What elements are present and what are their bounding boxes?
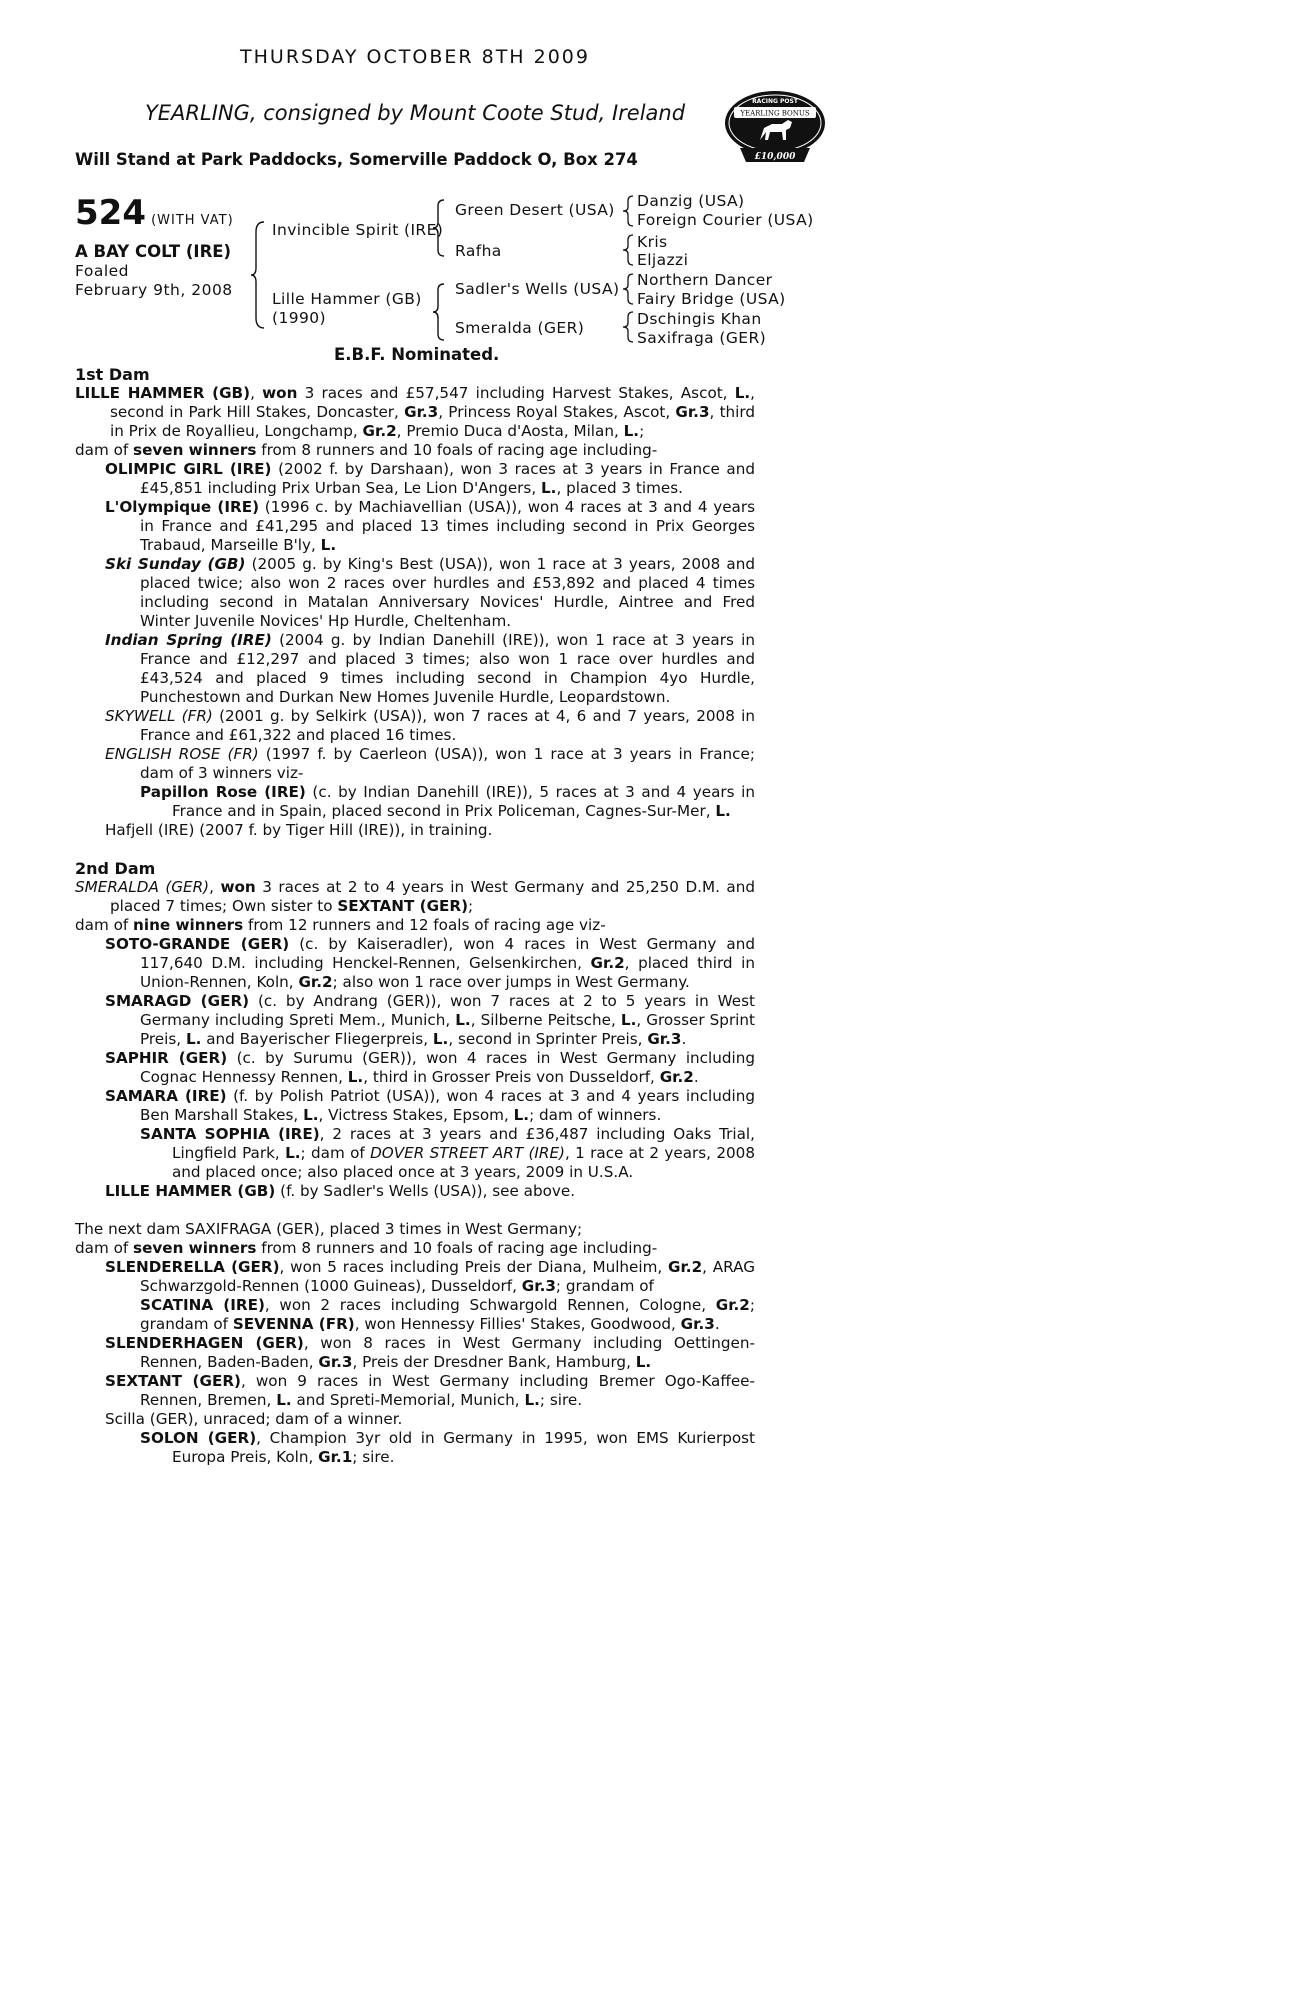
pedigree-dam-year: (1990) <box>272 309 326 327</box>
pedigree-dam: Lille Hammer (GB) <box>272 290 422 308</box>
produce-scilla: Scilla (GER), unraced; dam of a winner. <box>105 1410 403 1428</box>
next-dam-paragraph: The next dam SAXIFRAGA (GER), placed 3 times in West Germany; <box>75 1220 583 1238</box>
pedigree-brace-main <box>250 220 270 330</box>
vat-label: (WITH VAT) <box>151 213 234 228</box>
foaled-label: Foaled <box>75 262 130 280</box>
pedigree-ddd: Saxifraga (GER) <box>637 329 767 347</box>
pedigree-dss: Northern Dancer <box>637 271 773 289</box>
lot-number-block <box>75 193 234 233</box>
pedigree-brace-dd <box>622 310 636 344</box>
next-dam-produce-summary: dam of seven winners from 8 runners and 10 foals of racing age including- <box>75 1239 658 1257</box>
catalogue-text <box>75 365 755 1467</box>
pedigree-brace-ss <box>622 194 636 228</box>
produce-soto-grande: SOTO-GRANDE (GER) (c. by Kaiseradler), won 4 races in West Germany and 117,640 D.M. including Henckel-Rennen, Gelsenkirchen, Gr.2, placed third in Union-Rennen, Koln, Gr.2; also won 1 race over jumps in West Germany. <box>105 935 755 991</box>
produce-sextant: SEXTANT (GER), won 9 races in West Germany including Bremer Ogo-Kaffee-Rennen, Bremen, L. and Spreti-Memorial, Munich, L.; sire. <box>105 1372 755 1409</box>
consignment-line: YEARLING, consigned by Mount Coote Stud, Ireland <box>144 101 686 125</box>
yearling-bonus-badge <box>720 88 830 166</box>
first-dam-produce-summary: dam of seven winners from 8 runners and 10 foals of racing age including- <box>75 441 658 459</box>
foaled-block <box>75 262 233 300</box>
second-dam-paragraph: SMERALDA (GER), won 3 races at 2 to 4 years in West Germany and 25,250 D.M. and placed 7 times; Own sister to SEXTANT (GER); <box>75 878 756 915</box>
produce-saphir: SAPHIR (GER) (c. by Surumu (GER)), won 4 races in West Germany including Cognac Hennessy Rennen, L., third in Grosser Preis von Dusseldorf, Gr.2. <box>105 1049 755 1086</box>
produce-papillon-rose: Papillon Rose (IRE) (c. by Indian Danehill (IRE)), 5 races at 3 and 4 years in France and in Spain, placed second in Prix Policeman, Cagnes-Sur-Mer, L. <box>140 783 755 820</box>
produce-scatina: SCATINA (IRE), won 2 races including Schwargold Rennen, Cologne, Gr.2; grandam of SEVENNA (FR), won Hennessy Fillies' Stakes, Goodwood, Gr.3. <box>140 1296 756 1333</box>
sale-date: THURSDAY OCTOBER 8TH 2009 <box>240 46 590 68</box>
produce-indian-spring: Indian Spring (IRE) (2004 g. by Indian Danehill (IRE)), won 1 race at 3 years in France and £12,297 and placed 3 times; also won 1 race over hurdles and £43,524 and placed 9 times including second in Champion 4yo Hurdle, Punchestown and Durkan New Homes Juvenile Hurdle, Leopardstown. <box>105 631 755 706</box>
pedigree-dam-dam: Smeralda (GER) <box>455 319 585 337</box>
produce-lille-hammer: LILLE HAMMER (GB) (f. by Sadler's Wells (USA)), see above. <box>105 1182 576 1200</box>
produce-skywell: SKYWELL (FR) (2001 g. by Selkirk (USA)), won 7 races at 4, 6 and 7 years, 2008 in France and £61,322 and placed 16 times. <box>105 707 755 744</box>
first-dam-heading: 1st Dam <box>75 365 150 384</box>
produce-smaragd: SMARAGD (GER) (c. by Andrang (GER)), won 7 races at 2 to 5 years in West Germany including Spreti Mem., Munich, L., Silberne Peitsche, L., Grosser Sprint Preis, L. and Bayerischer Fliegerpreis, L., second in Sprinter Preis, Gr.3. <box>105 992 755 1048</box>
pedigree-sss: Danzig (USA) <box>637 192 745 210</box>
produce-samara: SAMARA (IRE) (f. by Polish Patriot (USA)), won 4 races at 3 and 4 years including Ben Marshall Stakes, L., Victress Stakes, Epsom, L.; dam of winners. <box>105 1087 756 1124</box>
pedigree-brace-ds <box>622 272 636 306</box>
pedigree-sire-sire: Green Desert (USA) <box>455 201 615 219</box>
produce-slenderella: SLENDERELLA (GER), won 5 races including Preis der Diana, Mulheim, Gr.2, ARAG Schwarzgold-Rennen (1000 Guineas), Dusseldorf, Gr.3; grandam of <box>105 1258 755 1295</box>
second-dam-produce-summary: dam of nine winners from 12 runners and 12 foals of racing age viz- <box>75 916 606 934</box>
ebf-nominated: E.B.F. Nominated. <box>334 345 500 364</box>
produce-slenderhagen: SLENDERHAGEN (GER), won 8 races in West Germany including Oettingen-Rennen, Baden-Baden, Gr.3, Preis der Dresdner Bank, Hamburg, L. <box>105 1334 755 1371</box>
badge-amount: £10,000 <box>754 152 796 162</box>
produce-olimpic-girl: OLIMPIC GIRL (IRE) (2002 f. by Darshaan), won 3 races at 3 years in France and £45,851 including Prix Urban Sea, Le Lion D'Angers, L., placed 3 times. <box>105 460 756 497</box>
first-dam-paragraph: LILLE HAMMER (GB), won 3 races and £57,547 including Harvest Stakes, Ascot, L., second in Park Hill Stakes, Doncaster, Gr.3, Princess Royal Stakes, Ascot, Gr.3, third in Prix de Royallieu, Longchamp, Gr.2, Premio Duca d'Aosta, Milan, L.; <box>75 384 756 440</box>
pedigree-dsd: Fairy Bridge (USA) <box>637 290 786 308</box>
stand-location: Will Stand at Park Paddocks, Somerville Paddock O, Box 274 <box>75 150 638 169</box>
produce-lolympique: L'Olympique (IRE) (1996 c. by Machiavellian (USA)), won 4 races at 3 and 4 years in France and £41,295 and placed 13 times including second in Prix Georges Trabaud, Marseille B'ly, L. <box>105 498 756 554</box>
pedigree-dds: Dschingis Khan <box>637 310 762 328</box>
produce-ski-sunday: Ski Sunday (GB) (2005 g. by King's Best (USA)), won 1 race at 3 years, 2008 and placed twice; also won 2 races over hurdles and £53,892 and placed 4 times including second in Matalan Anniversary Novices' Hurdle, Aintree and Fred Winter Juvenile Novices' Hp Hurdle, Cheltenham. <box>105 555 756 630</box>
badge-mid-text: YEARLING BONUS <box>740 109 810 118</box>
pedigree-ssd: Foreign Courier (USA) <box>637 211 814 229</box>
produce-hafjell: Hafjell (IRE) (2007 f. by Tiger Hill (IRE)), in training. <box>105 821 493 839</box>
pedigree-sds: Kris <box>637 233 668 251</box>
pedigree-sdd: Eljazzi <box>637 251 689 269</box>
produce-santa-sophia: SANTA SOPHIA (IRE), 2 races at 3 years and £36,487 including Oaks Trial, Lingfield Park, L.; dam of DOVER STREET ART (IRE), 1 race at 2 years, 2008 and placed once; also placed once at 3 years, 2009 in U.S.A. <box>140 1125 756 1181</box>
foaled-date: February 9th, 2008 <box>75 281 233 299</box>
pedigree-brace-dam <box>432 282 448 342</box>
produce-solon: SOLON (GER), Champion 3yr old in Germany in 1995, won EMS Kurierpost Europa Preis, Koln, Gr.1; sire. <box>140 1429 756 1466</box>
badge-top-text: RACING POST <box>752 98 798 105</box>
pedigree-sire: Invincible Spirit (IRE) <box>272 221 444 239</box>
pedigree-dam-sire: Sadler's Wells (USA) <box>455 280 620 298</box>
second-dam-heading: 2nd Dam <box>75 859 156 878</box>
pedigree-brace-sd <box>622 233 636 267</box>
lot-name: A BAY COLT (IRE) <box>75 242 232 261</box>
pedigree-sire-dam: Rafha <box>455 242 502 260</box>
produce-english-rose: ENGLISH ROSE (FR) (1997 f. by Caerleon (USA)), won 1 race at 3 years in France; dam of 3 winners viz- <box>105 745 755 782</box>
lot-number: 524 <box>75 193 146 233</box>
